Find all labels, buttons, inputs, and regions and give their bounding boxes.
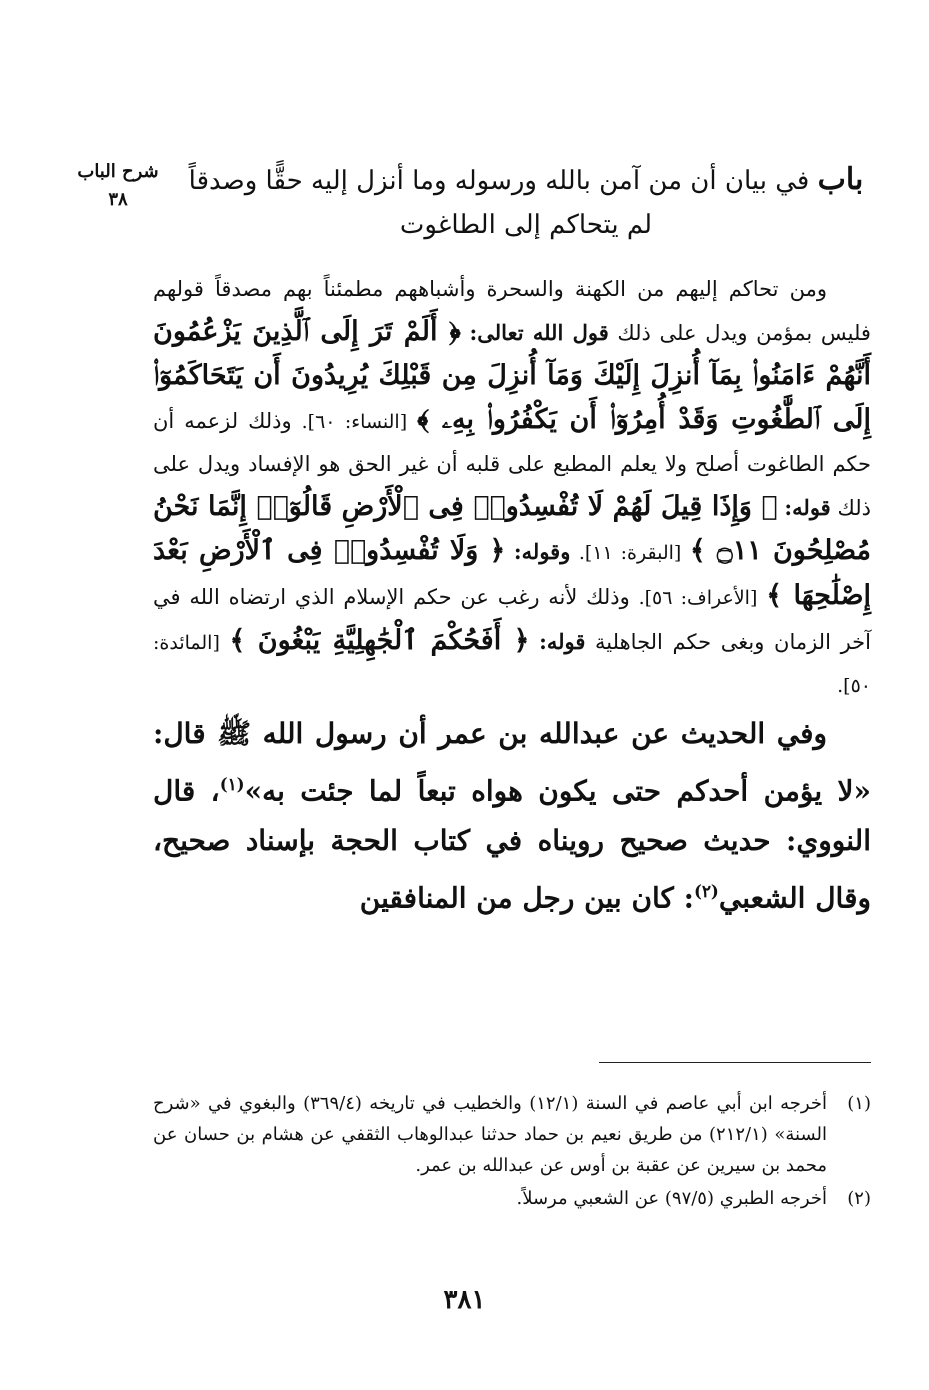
paragraph-2-lead: قوله: [784, 495, 831, 520]
hadith-ending: : كان بين رجل من المنافقين [359, 881, 694, 915]
verse-reference-4: [المائدة: ٥٠]. [153, 632, 871, 697]
paragraph-4-text: وذلك لأنه رغب عن حكم الإسلام الذي ارتضاه الله في آخر الزمان وبغى حكم الجاهلية [153, 585, 871, 654]
footnote-2 [153, 1183, 871, 1214]
paragraph-1-text: ومن تحاكم إليهم من الكهنة والسحرة وأشباههم مطمئناً بهم مصدقاً قولهم فليس بمؤمن ويدل على ذلك [153, 277, 871, 345]
paragraph-3-lead: وقوله: [513, 539, 571, 564]
margin-note [58, 158, 178, 214]
verse-reference-1: [النساء: ٦٠]. [301, 411, 408, 433]
quran-verse-1: ﴿ أَلَمْ تَرَ إِلَى ٱلَّذِينَ يَزْعُمُونَ أَنَّهُمْ ءَامَنُوا۟ بِمَآ أُنزِلَ إِلَيْكَ وَمَآ أُنزِلَ مِن قَبْلِكَ يُرِيدُونَ أَن يَتَحَاكَمُوٓا۟ إِلَى ٱلطَّٰغُوتِ وَقَدْ أُمِرُوٓا۟ أَن يَكْفُرُوا۟ بِهِۦ ﴾ [153, 316, 871, 435]
footnotes [153, 1088, 871, 1216]
hadith-paragraph [153, 709, 871, 924]
main-text [153, 268, 871, 924]
footnote-marker-2[interactable]: (٢) [693, 881, 719, 902]
margin-note-title: شرح الباب [77, 161, 159, 182]
hadith-text: «لا يؤمن أحدكم حتى يكون هواه تبعاً لما جئت به» [244, 774, 872, 808]
page-number: ٣٨١ [443, 1285, 486, 1315]
chapter-heading [181, 158, 871, 247]
hadith-continuation: ، قال النووي: حديث صحيح رويناه في كتاب الحجة بإسناد صحيح، وقال الشعبي [153, 774, 871, 915]
quran-verse-4: ﴿ أَفَحُكْمَ ٱلْجَٰهِلِيَّةِ يَبْغُونَ ﴾ [229, 625, 530, 656]
footnote-1-text: أخرجه ابن أبي عاصم في السنة (١٢/١) والخطيب في تاريخه (٣٦٩/٤) والبغوي في «شرح السنة» (٢١٢/١) من طريق نعيم بن حماد حدثنا عبدالوهاب الثقفي عن هشام بن حسان عن محمد بن سيرين عن عقبة بن أوس عن عبدالله بن عمر. [153, 1093, 827, 1176]
paragraph-2-text: وذلك لزعمه أن حكم الطاغوت أصلح ولا يعلم المطبع على قلبه أن غير الحق هو الإفساد ويدل على ذلك [153, 409, 871, 520]
hadith-intro: وفي الحديث عن عبدالله بن عمر أن رسول الله ﷺ قال: [153, 717, 827, 750]
paragraph-1-lead: قول الله تعالى: [469, 320, 609, 345]
paragraph-1 [153, 268, 871, 707]
chapter-heading-bab: باب [817, 162, 864, 197]
quran-verse-2: ﴿ وَإِذَا قِيلَ لَهُمْ لَا تُفْسِدُوا۟ فِى ٱلْأَرْضِ قَالُوٓا۟ إِنَّمَا نَحْنُ مُصْلِحُونَ ۝١١ ﴾ [153, 491, 871, 566]
footnote-1 [153, 1088, 871, 1181]
footnote-marker-1[interactable]: (١) [219, 774, 245, 794]
footnote-divider [599, 1062, 871, 1063]
verse-reference-2: [البقرة: ١١]. [578, 542, 682, 564]
paragraph-4-lead: قوله: [539, 629, 586, 654]
chapter-heading-text: في بيان أن من آمن بالله ورسوله وما أنزل إليه حقًّا وصدقاً لم يتحاكم إلى الطاغوت [188, 166, 810, 240]
footnote-2-text: أخرجه الطبري (٩٧/٥) عن الشعبي مرسلاً. [516, 1188, 827, 1209]
verse-reference-3: [الأعراف: ٥٦]. [638, 587, 758, 609]
quran-verse-3: ﴿ وَلَا تُفْسِدُوا۟ فِى ٱلْأَرْضِ بَعْدَ إِصْلَٰحِهَا ﴾ [153, 535, 872, 611]
margin-note-number: ٣٨ [108, 189, 128, 210]
footnote-1-number: (١) [847, 1093, 871, 1114]
footnote-2-number: (٢) [847, 1188, 871, 1209]
